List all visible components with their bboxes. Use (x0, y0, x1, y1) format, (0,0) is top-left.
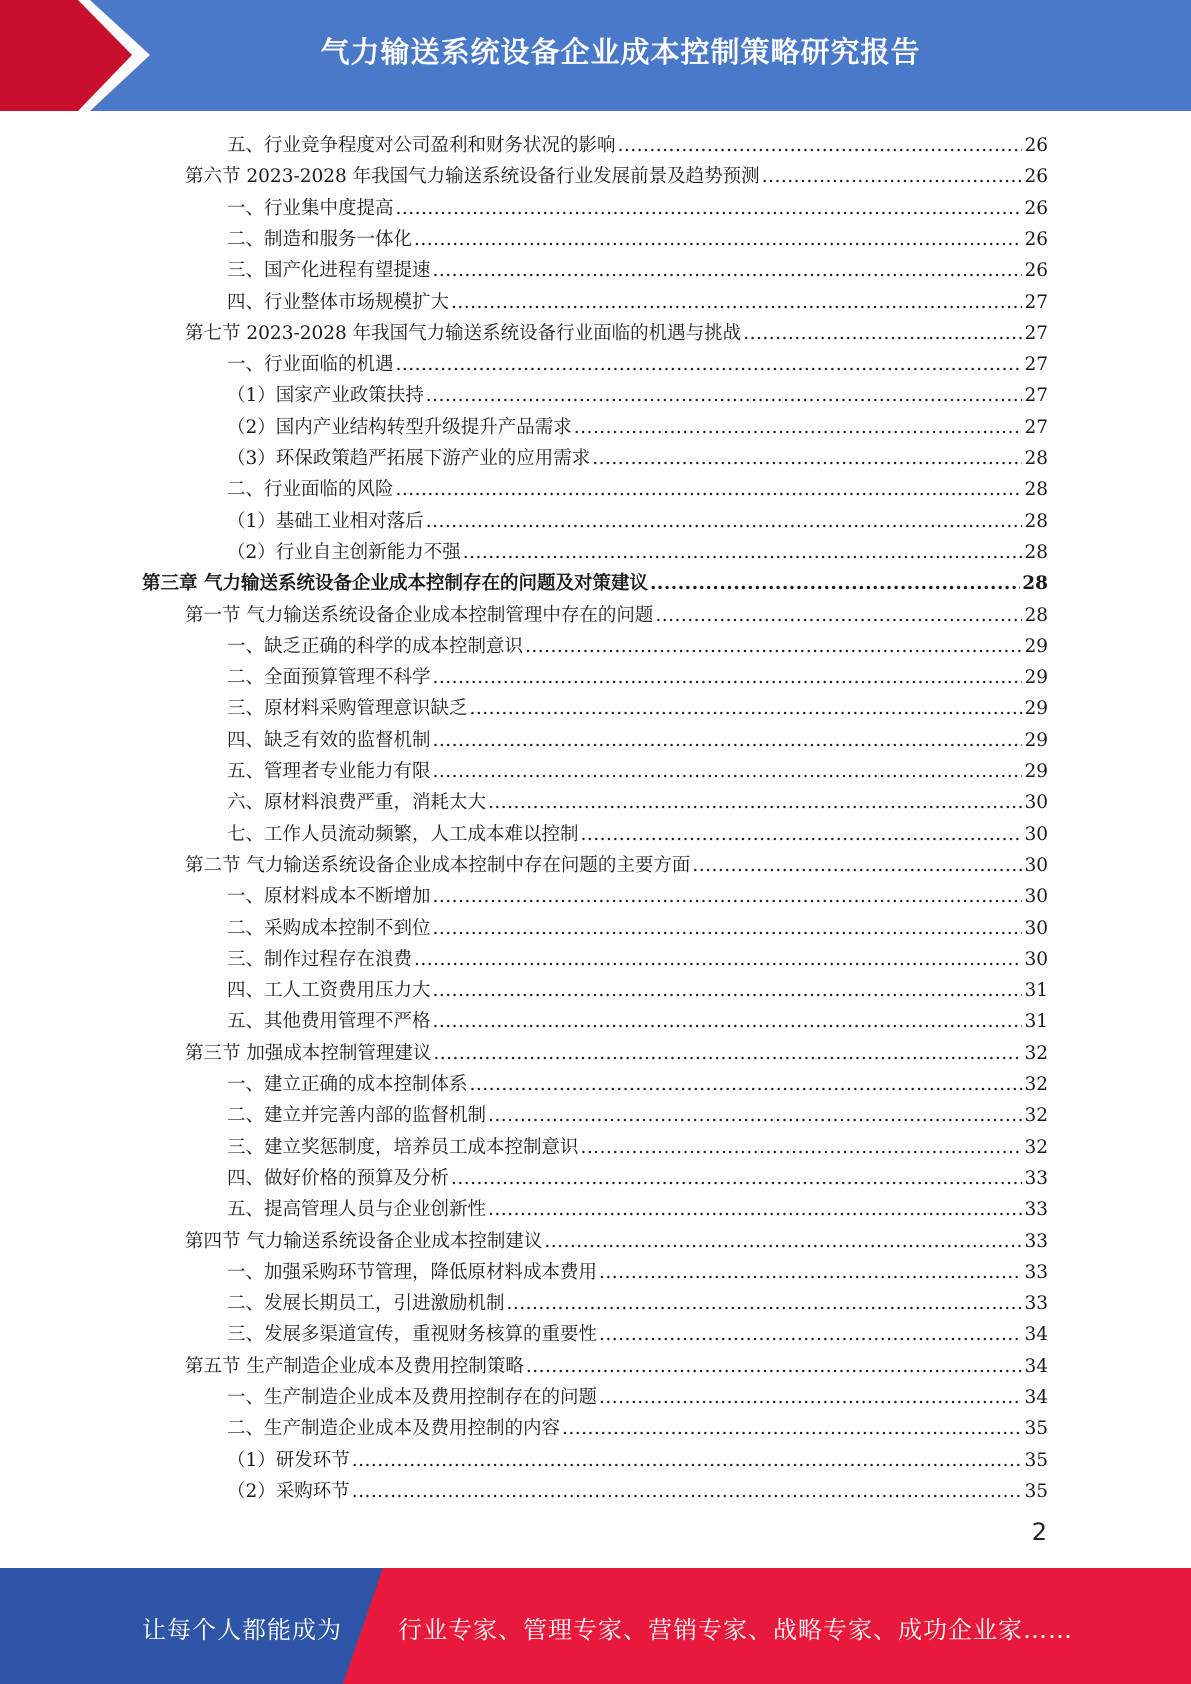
toc-entry[interactable] (227, 910, 1048, 941)
toc-entry-label: 二、建立并完善内部的监督机制 (227, 1105, 487, 1127)
toc-leader-dots (414, 228, 1022, 252)
toc-entry-page: 33 (1024, 1167, 1048, 1189)
toc-entry-label: 七、工作人员流动频繁，人工成本难以控制 (227, 823, 579, 845)
toc-entry-page: 33 (1024, 1293, 1048, 1315)
toc-entry-label: 五、行业竞争程度对公司盈利和财务状况的影响 (227, 135, 616, 156)
toc-leader-dots (352, 1480, 1023, 1504)
toc-leader-dots (433, 917, 1023, 941)
toc-entry-label: 一、缺乏正确的科学的成本控制意识 (227, 635, 524, 657)
toc-leader-dots (655, 604, 1022, 628)
toc-entry-label: 第七节 2023-2028 年我国气力输送系统设备行业面临的机遇与挑战 (185, 322, 742, 344)
toc-leader-dots (488, 1104, 1022, 1128)
toc-entry-label: 六、原材料浪费严重，消耗太大 (227, 792, 487, 814)
toc-entry[interactable] (185, 315, 1048, 346)
toc-entry-page: 26 (1024, 197, 1048, 219)
footer-slogan-right: 行业专家、管理专家、营销专家、战略专家、成功企业家…… (398, 1616, 1073, 1644)
toc-entry-label: （2）采购环节 (227, 1480, 350, 1502)
toc-entry-label: 第二节 气力输送系统设备企业成本控制中存在问题的主要方面 (185, 854, 691, 876)
toc-entry[interactable] (227, 190, 1048, 221)
toc-leader-dots (650, 572, 1020, 596)
toc-entry-label: 一、加强采购环节管理，降低原材料成本费用 (227, 1261, 598, 1283)
toc-entry-page: 29 (1024, 761, 1048, 782)
toc-entry-label: 四、工人工资费用压力大 (227, 980, 431, 1002)
toc-entry-label: 四、做好价格的预算及分析 (227, 1167, 450, 1189)
toc-entry-page: 29 (1024, 667, 1048, 689)
toc-entry-label: 第四节 气力输送系统设备企业成本控制建议 (185, 1230, 543, 1252)
toc-entry-label: （2）国内产业结构转型升级提升产品需求 (227, 416, 572, 438)
toc-leader-dots (470, 697, 1023, 721)
toc-entry-label: 三、建立奖惩制度，培养员工成本控制意识 (227, 1136, 579, 1158)
toc-entry-page: 27 (1024, 354, 1048, 376)
toc-entry[interactable] (227, 221, 1048, 252)
toc-leader-dots (581, 1136, 1023, 1160)
toc-entry-page: 29 (1024, 698, 1048, 720)
toc-entry[interactable] (227, 1191, 1048, 1222)
toc-entry-label: 三、发展多渠道宣传，重视财务核算的重要性 (227, 1324, 598, 1346)
toc-entry[interactable] (227, 127, 1048, 158)
toc-entry-label: 二、全面预算管理不科学 (227, 667, 431, 689)
toc-entry-page: 28 (1022, 573, 1048, 595)
toc-entry[interactable] (227, 1003, 1048, 1034)
page-header (0, 0, 1191, 111)
toc-leader-dots (743, 322, 1022, 346)
toc-entry-page: 28 (1024, 479, 1048, 501)
toc-entry-label: （1）基础工业相对落后 (227, 510, 424, 532)
toc-entry-page: 30 (1024, 948, 1048, 970)
toc-entry-page: 27 (1024, 416, 1048, 438)
toc-entry[interactable] (227, 1379, 1048, 1410)
toc-leader-dots (433, 259, 1023, 283)
toc-leader-dots (433, 729, 1023, 753)
toc-leader-dots (470, 1073, 1023, 1097)
toc-entry-page: 28 (1024, 604, 1048, 626)
toc-entry[interactable] (227, 628, 1048, 659)
toc-entry-page: 27 (1024, 291, 1048, 313)
toc-leader-dots (414, 948, 1022, 972)
toc-entry-page: 28 (1024, 448, 1048, 469)
toc-leader-dots (426, 510, 1023, 534)
toc-entry[interactable] (227, 878, 1048, 909)
toc-entry-page: 30 (1024, 886, 1048, 908)
toc-leader-dots (599, 1261, 1022, 1285)
toc-leader-dots (433, 885, 1023, 909)
toc-entry-page: 26 (1024, 135, 1048, 156)
toc-entry-page: 33 (1024, 1199, 1048, 1221)
toc-entry-page: 31 (1024, 1011, 1048, 1033)
toc-leader-dots (581, 823, 1023, 847)
toc-entry[interactable] (227, 1097, 1048, 1128)
toc-entry-label: （1）研发环节 (227, 1449, 350, 1471)
toc-leader-dots (526, 1355, 1023, 1379)
toc-entry-page: 30 (1024, 792, 1048, 814)
toc-entry[interactable] (227, 377, 1048, 408)
page-number: 2 (1031, 1518, 1047, 1546)
toc-leader-dots (433, 760, 1023, 784)
toc-entry[interactable] (227, 941, 1048, 972)
toc-entry-label: 二、采购成本控制不到位 (227, 917, 431, 939)
toc-entry-label: 第六节 2023-2028 年我国气力输送系统设备行业发展前景及趋势预测 (185, 166, 760, 188)
toc-entry[interactable] (227, 816, 1048, 847)
toc-entry-label: （3）环保政策趋严拓展下游产业的应用需求 (227, 448, 591, 469)
toc-leader-dots (692, 854, 1022, 878)
toc-entry-page: 34 (1024, 1387, 1048, 1408)
toc-entry[interactable] (227, 1410, 1048, 1441)
toc-entry-label: 四、缺乏有效的监督机制 (227, 729, 431, 751)
toc-leader-dots (451, 291, 1022, 315)
toc-entry-page: 29 (1024, 729, 1048, 751)
toc-entry-page: 28 (1024, 541, 1048, 563)
toc-leader-dots (426, 384, 1023, 408)
toc-leader-dots (592, 447, 1022, 471)
toc-entry-label: 五、管理者专业能力有限 (227, 761, 431, 782)
toc-leader-dots (433, 1010, 1023, 1034)
page-footer (0, 1568, 1191, 1684)
toc-entry-label: 二、发展长期员工，引进激励机制 (227, 1293, 505, 1315)
toc-entry[interactable] (227, 1442, 1048, 1473)
toc-entry[interactable] (142, 565, 1048, 596)
toc-entry[interactable] (227, 784, 1048, 815)
toc-entry-label: 二、制造和服务一体化 (227, 228, 413, 250)
toc-entry-page: 33 (1024, 1230, 1048, 1252)
toc-leader-dots (396, 478, 1023, 502)
toc-entry[interactable] (227, 1316, 1048, 1347)
toc-entry[interactable] (227, 471, 1048, 502)
toc-entry-page: 29 (1024, 635, 1048, 657)
toc-entry-page: 27 (1024, 385, 1048, 407)
toc-entry-label: （2）行业自主创新能力不强 (227, 541, 461, 563)
toc-leader-dots (525, 635, 1022, 659)
toc-leader-dots (618, 134, 1023, 158)
toc-entry-label: 一、建立正确的成本控制体系 (227, 1074, 468, 1095)
toc-entry-page: 34 (1024, 1324, 1048, 1346)
toc-entry-label: 一、原材料成本不断增加 (227, 886, 431, 908)
toc-entry[interactable] (185, 1035, 1048, 1066)
toc-entry[interactable] (227, 252, 1048, 283)
toc-entry-page: 34 (1024, 1355, 1048, 1377)
toc-leader-dots (488, 791, 1022, 815)
toc-entry[interactable] (185, 597, 1048, 628)
toc-entry[interactable] (227, 534, 1048, 565)
toc-entry[interactable] (185, 1223, 1048, 1254)
toc-entry[interactable] (227, 440, 1048, 471)
footer-slogan-left: 让每个人都能成为 (142, 1616, 342, 1644)
toc-entry-page: 26 (1024, 166, 1048, 188)
toc-entry-page: 32 (1024, 1042, 1048, 1064)
toc-leader-dots (433, 1042, 1022, 1066)
toc-entry[interactable] (227, 1066, 1048, 1097)
toc-entry-label: 第五节 生产制造企业成本及费用控制策略 (185, 1355, 524, 1377)
toc-entry-page: 26 (1024, 260, 1048, 282)
toc-leader-dots (433, 666, 1023, 690)
toc-entry-label: 第三章 气力输送系统设备企业成本控制存在的问题及对策建议 (142, 573, 648, 595)
toc-entry-label: 一、生产制造企业成本及费用控制存在的问题 (227, 1387, 598, 1408)
toc-leader-dots (599, 1323, 1022, 1347)
toc-leader-dots (599, 1386, 1022, 1410)
toc-entry[interactable] (227, 409, 1048, 440)
toc-leader-dots (762, 165, 1023, 189)
toc-entry[interactable] (227, 1160, 1048, 1191)
toc-entry[interactable] (227, 1473, 1048, 1504)
toc-entry-page: 32 (1024, 1105, 1048, 1127)
toc-entry-label: 四、行业整体市场规模扩大 (227, 291, 450, 313)
toc-leader-dots (544, 1230, 1022, 1254)
toc-entry-label: 一、行业集中度提高 (227, 197, 394, 219)
toc-entry-label: 三、国产化进程有望提速 (227, 260, 431, 282)
toc-entry-label: 五、其他费用管理不严格 (227, 1011, 431, 1033)
toc-entry[interactable] (227, 690, 1048, 721)
toc-entry[interactable] (185, 847, 1048, 878)
toc-entry-page: 30 (1024, 917, 1048, 939)
toc-entry-label: （1）国家产业政策扶持 (227, 385, 424, 407)
toc-entry-label: 三、原材料采购管理意识缺乏 (227, 698, 468, 720)
toc-entry-page: 32 (1024, 1136, 1048, 1158)
toc-entry-page: 32 (1024, 1074, 1048, 1095)
toc-entry[interactable] (227, 346, 1048, 377)
toc-entry-page: 26 (1024, 228, 1048, 250)
toc-entry-label: 五、提高管理人员与企业创新性 (227, 1199, 487, 1221)
toc-entry-page: 30 (1024, 854, 1048, 876)
toc-entry[interactable] (185, 1348, 1048, 1379)
toc-entry-page: 35 (1024, 1418, 1048, 1440)
toc-entry[interactable] (227, 1129, 1048, 1160)
toc-leader-dots (488, 1198, 1022, 1222)
toc-entry-page: 35 (1024, 1449, 1048, 1471)
toc-leader-dots (352, 1449, 1023, 1473)
toc-entry-label: 第三节 加强成本控制管理建议 (185, 1042, 432, 1064)
toc-entry[interactable] (227, 659, 1048, 690)
toc-entry-label: 二、行业面临的风险 (227, 479, 394, 501)
toc-leader-dots (463, 541, 1023, 565)
toc-entry[interactable] (185, 158, 1048, 189)
toc-leader-dots (396, 353, 1023, 377)
toc-entry[interactable] (227, 503, 1048, 534)
toc-entry-page: 28 (1024, 510, 1048, 532)
toc-entry[interactable] (227, 753, 1048, 784)
toc-leader-dots (507, 1292, 1023, 1316)
toc-entry-page: 33 (1024, 1261, 1048, 1283)
toc-entry[interactable] (227, 1254, 1048, 1285)
toc-leader-dots (396, 197, 1023, 221)
toc-leader-dots (574, 416, 1023, 440)
toc-entry-page: 31 (1024, 980, 1048, 1002)
toc-entry-label: 一、行业面临的机遇 (227, 354, 394, 376)
toc-entry-page: 35 (1024, 1480, 1048, 1502)
toc-entry-label: 二、生产制造企业成本及费用控制的内容 (227, 1418, 561, 1440)
toc-leader-dots (562, 1417, 1022, 1441)
toc-entry[interactable] (227, 284, 1048, 315)
toc-entry[interactable] (227, 722, 1048, 753)
toc-entry-page: 27 (1024, 322, 1048, 344)
toc-leader-dots (433, 979, 1023, 1003)
toc-entry-label: 第一节 气力输送系统设备企业成本控制管理中存在的问题 (185, 604, 654, 626)
toc-leader-dots (451, 1167, 1022, 1191)
toc-entry-page: 30 (1024, 823, 1048, 845)
toc-entry-label: 三、制作过程存在浪费 (227, 948, 413, 970)
toc-entry[interactable] (227, 972, 1048, 1003)
toc-entry[interactable] (227, 1285, 1048, 1316)
report-title: 气力输送系统设备企业成本控制策略研究报告 (320, 35, 921, 69)
